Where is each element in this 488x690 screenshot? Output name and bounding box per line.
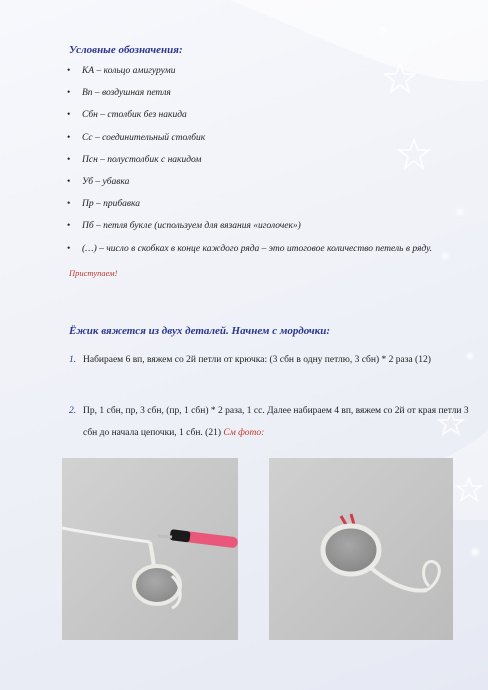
legend-item: • (…) – число в скобках в конце каждого ряда – это итоговое количество петель в ряду.: [67, 243, 433, 254]
bullet: •: [67, 154, 71, 165]
section-heading: Ёжик вяжется из двух деталей. Начнем с мордочки:: [69, 325, 331, 337]
bullet: •: [67, 199, 71, 210]
start-label: Приступаем!: [69, 268, 118, 278]
legend-item: • КА – кольцо амигуруми: [67, 66, 176, 76]
legend-list: [62, 64, 462, 264]
step-number: 2.: [69, 406, 77, 416]
photo-note: См фото:: [220, 428, 265, 438]
step-text: Набираем 6 вп, вяжем со 2й петли от крючка: (3 сбн в одну петлю, 3 сбн) * 2 раза (12): [83, 355, 431, 365]
photo-piece-with-loop: [269, 458, 453, 640]
legend-item: • Уб – убавка: [67, 176, 130, 187]
step-1: [69, 349, 469, 371]
step-2: [69, 400, 469, 444]
legend-title: Условные обозначения:: [69, 44, 183, 56]
bullet: •: [67, 66, 71, 76]
legend-item: • Вп – воздушная петля: [67, 88, 171, 99]
legend-item: • Пб – петля букле (используем для вязания «иголочек»): [67, 221, 301, 232]
crochet-piece: [323, 526, 379, 574]
crochet-piece: [134, 566, 180, 604]
legend-item: • Пр – прибавка: [67, 199, 140, 210]
photo-chain-with-hook: [62, 458, 238, 640]
bullet: •: [67, 221, 71, 232]
bullet: •: [67, 243, 71, 254]
bullet: •: [67, 176, 71, 187]
legend-item: • Сбн – столбик без накида: [67, 110, 187, 121]
step-number: 1.: [69, 355, 77, 365]
legend-item: • Сс – соединительный столбик: [67, 132, 206, 143]
bullet: •: [67, 88, 71, 99]
bullet: •: [67, 110, 71, 121]
legend-item: • Псн – полустолбик с накидом: [67, 154, 202, 165]
bullet: •: [67, 132, 71, 143]
step-text: Пр, 1 сбн, пр, 3 сбн, (пр, 1 сбн) * 2 раза, 1 сс. Далее набираем 4 вп, вяжем со 2й от края петли 3 сбн до начала цепочки, 1 сбн. (21) См фото:: [83, 406, 469, 438]
